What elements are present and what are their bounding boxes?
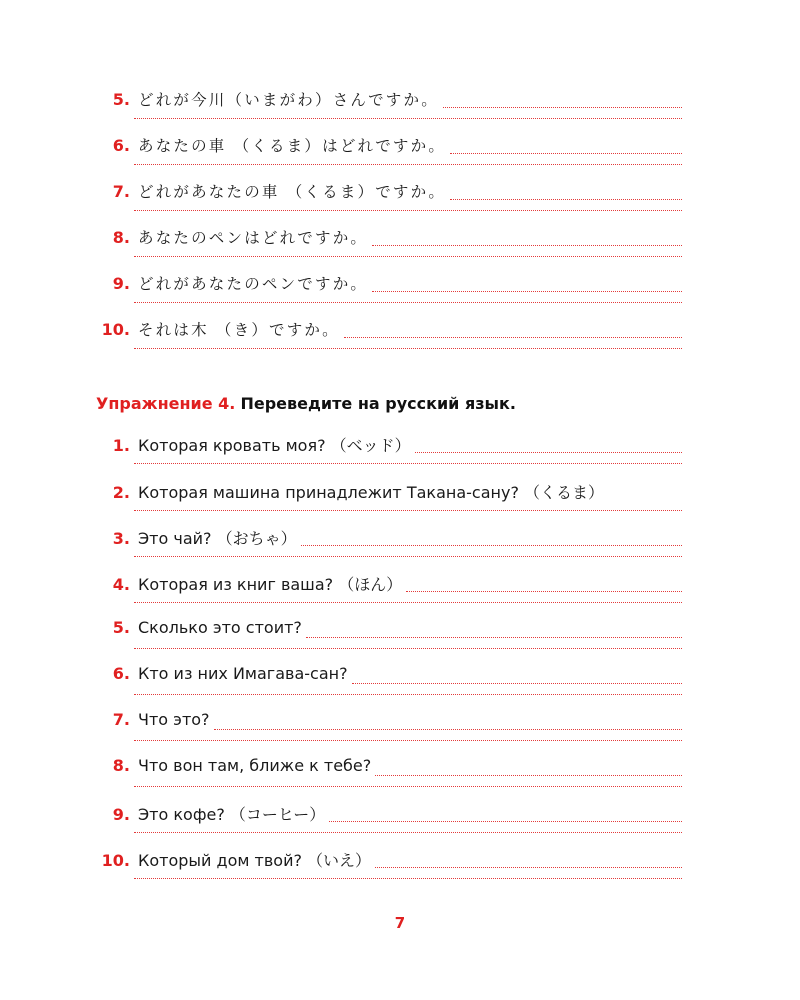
answer-line[interactable]: [134, 256, 682, 257]
item-text: Который дом твой? （いえ）: [138, 851, 372, 870]
exercise3-item: [96, 180, 682, 204]
exercise4-instruction: Переведите на русский язык.: [240, 394, 516, 413]
item-text: あなたのペンはどれですか。: [138, 229, 369, 247]
item-number: 4.: [112, 575, 130, 594]
exercise4-item: [96, 802, 682, 826]
item-number: 6.: [112, 136, 130, 155]
item-text: Сколько это стоит?: [138, 618, 302, 637]
answer-line[interactable]: [375, 866, 682, 868]
answer-line[interactable]: [134, 164, 682, 165]
answer-line[interactable]: [443, 106, 682, 108]
answer-line[interactable]: [450, 152, 682, 154]
answer-line[interactable]: [372, 290, 682, 292]
item-number: 10.: [101, 851, 130, 870]
item-text: どれがあなたのペンですか。: [138, 275, 369, 293]
answer-line[interactable]: [306, 636, 682, 638]
answer-line[interactable]: [450, 198, 682, 200]
item-number: 9.: [112, 274, 130, 293]
item-number: 3.: [112, 529, 130, 548]
answer-line[interactable]: [375, 774, 682, 776]
exercise4-item: [96, 848, 682, 872]
answer-line[interactable]: [329, 820, 682, 822]
answer-line[interactable]: [134, 694, 682, 695]
item-text: Это чай? （おちゃ）: [138, 529, 297, 548]
item-number: 8.: [112, 228, 130, 247]
exercise4-item: [96, 710, 682, 734]
item-number: 5.: [112, 618, 130, 637]
item-number: 7.: [112, 710, 130, 729]
item-text: Которая кровать моя? （ベッド）: [138, 436, 411, 455]
item-text: Это кофе? （コーヒー）: [138, 805, 326, 824]
exercise4-item: [96, 664, 682, 688]
answer-line[interactable]: [214, 728, 682, 730]
item-number: 5.: [112, 90, 130, 109]
answer-line[interactable]: [134, 786, 682, 787]
answer-line[interactable]: [134, 878, 682, 879]
item-text: どれがあなたの車 （くるま）ですか。: [138, 183, 447, 201]
item-text: それは木 （き）ですか。: [138, 321, 340, 339]
item-number: 10.: [101, 320, 130, 339]
item-number: 8.: [112, 756, 130, 775]
item-number: 1.: [112, 436, 130, 455]
exercise4-label: Упражнение 4.: [96, 394, 236, 413]
item-text: Что вон там, ближе к тебе?: [138, 756, 372, 775]
item-number: 6.: [112, 664, 130, 683]
item-text: Которая из книг ваша? （ほん）: [138, 575, 403, 594]
exercise4-item: [96, 756, 682, 780]
answer-line[interactable]: [134, 118, 682, 119]
answer-line[interactable]: [134, 463, 682, 464]
item-number: 7.: [112, 182, 130, 201]
answer-line[interactable]: [134, 648, 682, 649]
answer-line[interactable]: [134, 556, 682, 557]
exercise4-item: [96, 618, 682, 642]
page-number: 7: [394, 914, 406, 932]
answer-line[interactable]: [134, 348, 682, 349]
answer-line[interactable]: [134, 740, 682, 741]
exercise4-item: [96, 572, 682, 596]
answer-line[interactable]: [134, 832, 682, 833]
item-text: どれが今川（いまがわ）さんですか。: [138, 91, 439, 109]
item-number: 9.: [112, 805, 130, 824]
answer-line[interactable]: [344, 336, 682, 338]
exercise3-item: [96, 318, 682, 342]
exercise3-item: [96, 88, 682, 112]
answer-line[interactable]: [372, 244, 682, 246]
answer-line[interactable]: [406, 590, 682, 592]
exercise3-item: [96, 226, 682, 250]
answer-line[interactable]: [301, 544, 682, 546]
exercise4-item: [96, 433, 682, 457]
exercise3-item: [96, 134, 682, 158]
exercise4-heading: [96, 394, 516, 413]
answer-line[interactable]: [352, 682, 682, 684]
exercise4-item: [96, 480, 682, 504]
answer-line[interactable]: [134, 602, 682, 603]
exercise3-item: [96, 272, 682, 296]
answer-line[interactable]: [134, 210, 682, 211]
item-number: 2.: [112, 483, 130, 502]
item-text: あなたの車 （くるま）はどれですか。: [138, 137, 447, 155]
item-text: Которая машина принадлежит Такана-сану? （くるま）: [138, 483, 605, 502]
answer-line[interactable]: [134, 302, 682, 303]
item-text: Что это?: [138, 710, 210, 729]
answer-line[interactable]: [415, 451, 682, 453]
exercise4-item: [96, 526, 682, 550]
item-text: Кто из них Имагава-сан?: [138, 664, 348, 683]
answer-line[interactable]: [134, 510, 682, 511]
